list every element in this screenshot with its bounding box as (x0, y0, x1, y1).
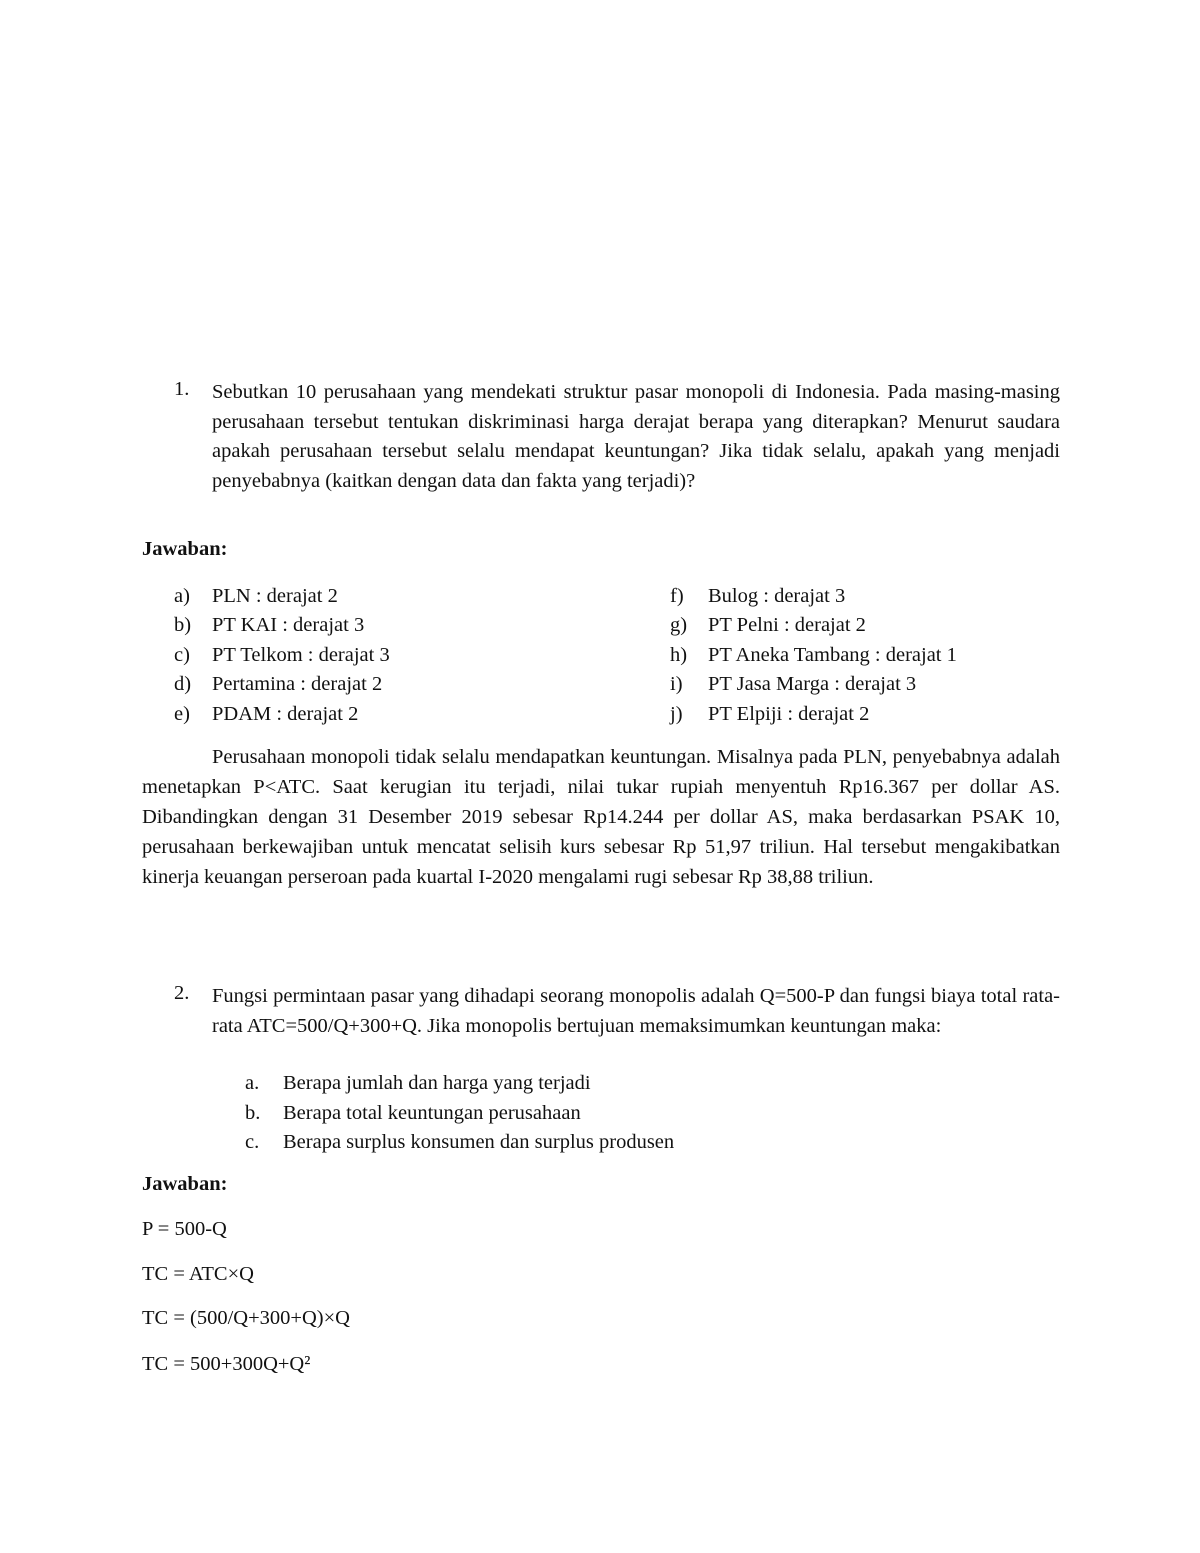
list-item: f) Bulog : derajat 3 (670, 585, 846, 607)
equation-4: TC = 500+300Q+Q² (142, 1353, 311, 1375)
question-2 (142, 982, 1060, 1041)
answer-2-heading: Jawaban: (142, 1173, 228, 1195)
question-1 (142, 378, 1060, 496)
list-item: c) PT Telkom : derajat 3 (174, 643, 390, 666)
question-2-sub-list (245, 1069, 674, 1158)
list-item: b. Berapa total keuntungan perusahaan (245, 1101, 581, 1124)
question-2-text: Fungsi permintaan pasar yang dihadapi seorang monopolis adalah Q=500-P dan fungsi biaya total rata-rata ATC=500/Q+300+Q. Jika monopolis bertujuan memaksimumkan keuntungan maka: (212, 985, 1060, 1037)
equation-3: TC = (500/Q+300+Q)×Q (142, 1307, 350, 1329)
list-item: d) Pertamina : derajat 2 (174, 673, 383, 696)
list-item: i) PT Jasa Marga : derajat 3 (670, 673, 917, 696)
answer-1-paragraph: Perusahaan monopoli tidak selalu mendapatkan keuntungan. Misalnya pada PLN, penyebabnya adalah menetapkan P<ATC. Saat kerugian itu terjadi, nilai tukar rupiah menyentuh Rp16.367 per dollar AS. Dibandingkan dengan 31 Desember 2019 sebesar Rp14.244 per dollar AS, maka berdasarkan PSAK 10, perusahaan berkewajiban untuk mencatat selisih kurs sebesar Rp 51,97 triliun. Hal tersebut mengakibatkan kinerja keuangan perseroan pada kuartal I-2020 mengalami rugi sebesar Rp 38,88 triliun. (142, 746, 1060, 888)
list-item: e) PDAM : derajat 2 (174, 702, 359, 725)
answer-1-list-left (174, 582, 390, 729)
answer-1-heading: Jawaban: (142, 538, 228, 560)
equation-1: P = 500-Q (142, 1218, 227, 1240)
list-item: a) PLN : derajat 2 (174, 585, 338, 607)
list-item: h) PT Aneka Tambang : derajat 1 (670, 643, 957, 666)
list-item: a. Berapa jumlah dan harga yang terjadi (245, 1072, 591, 1094)
list-item: j) PT Elpiji : derajat 2 (670, 702, 870, 725)
list-item: c. Berapa surplus konsumen dan surplus produsen (245, 1131, 675, 1153)
list-item: b) PT KAI : derajat 3 (174, 614, 365, 637)
list-item: g) PT Pelni : derajat 2 (670, 614, 866, 637)
answer-1-list-right (670, 582, 957, 729)
question-2-number: 2. (174, 982, 190, 1004)
question-1-number: 1. (174, 378, 190, 400)
equation-2: TC = ATC×Q (142, 1263, 254, 1285)
question-1-text: Sebutkan 10 perusahaan yang mendekati struktur pasar monopoli di Indonesia. Pada masing-masing perusahaan tersebut tentukan diskriminasi harga derajat berapa yang diterapkan? Menurut saudara apakah perusahaan tersebut selalu mendapat keuntungan? Jika tidak selalu, apakah yang menjadi penyebabnya (kaitkan dengan data dan fakta yang terjadi)? (212, 381, 1060, 492)
